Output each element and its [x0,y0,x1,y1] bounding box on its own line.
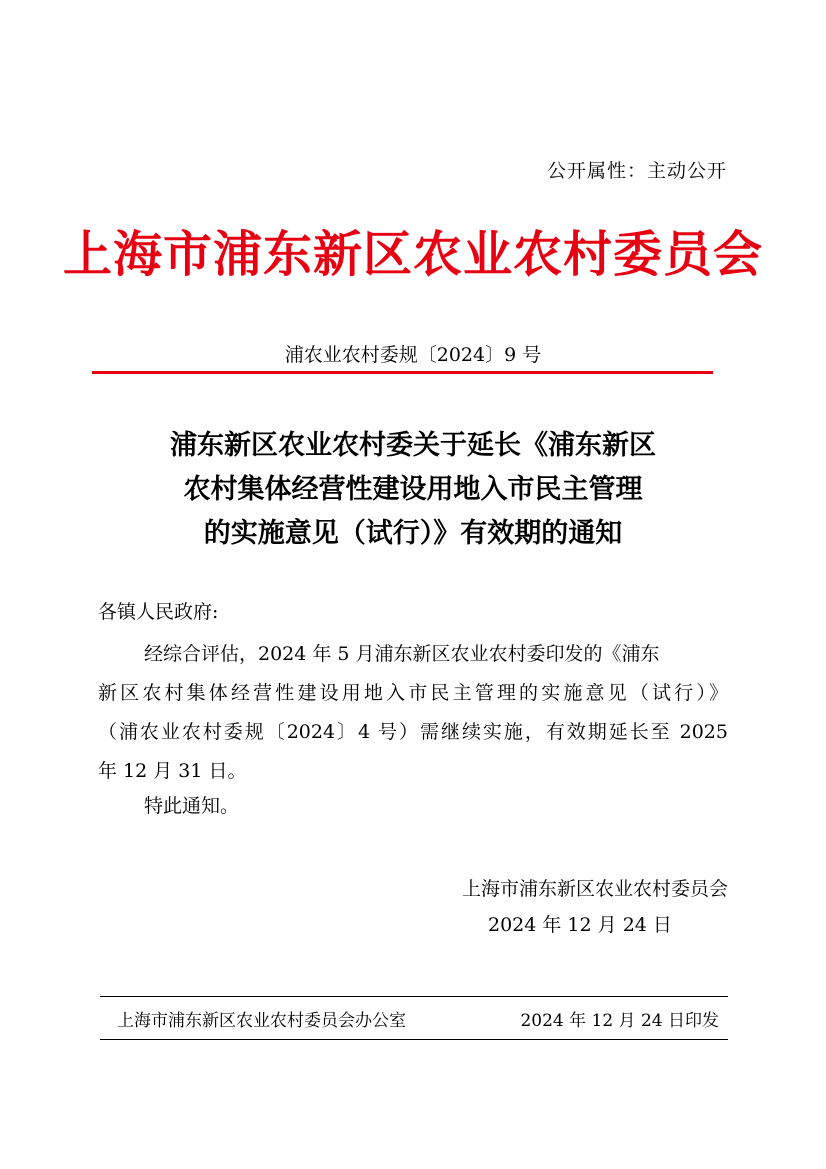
footer-issuing-office: 上海市浦东新区农业农村委员会办公室 [117,1011,406,1031]
paragraph-line: （浦农业农村委规〔2024〕4 号）需继续实施，有效期延长至 2025 [98,721,728,743]
document-title [0,424,826,556]
closing-remark: 特此通知。 [144,795,240,817]
footer-bottom-rule [100,1039,728,1040]
body-paragraph [98,635,728,791]
paragraph-line: 年 12 月 31 日。 [98,760,247,782]
signature-organization: 上海市浦东新区农业农村委员会 [461,878,728,900]
title-line: 浦东新区农业农村委关于延长《浦东新区 [170,430,656,461]
paragraph-line: 经综合评估，2024 年 5 月浦东新区农业农村委印发的《浦东 [144,643,660,665]
red-divider [92,371,713,374]
signature-date: 2024 年 12 月 24 日 [488,914,672,936]
footer-print-date: 2024 年 12 月 24 日印发 [520,1011,719,1031]
document-number: 浦农业农村委规〔2024〕9 号 [284,344,542,366]
disclosure-label: 公开属性：主动公开 [546,160,727,182]
agency-header: 上海市浦东新区农业农村委员会 [62,225,763,283]
paragraph-line: 新区农村集体经营性建设用地入市民主管理的实施意见（试行）》 [98,682,728,704]
title-line: 农村集体经营性建设用地入市民主管理 [183,474,643,505]
salutation: 各镇人民政府: [98,601,219,623]
title-line: 的实施意见（试行）》有效期的通知 [203,518,623,549]
footer-top-rule [100,996,728,997]
